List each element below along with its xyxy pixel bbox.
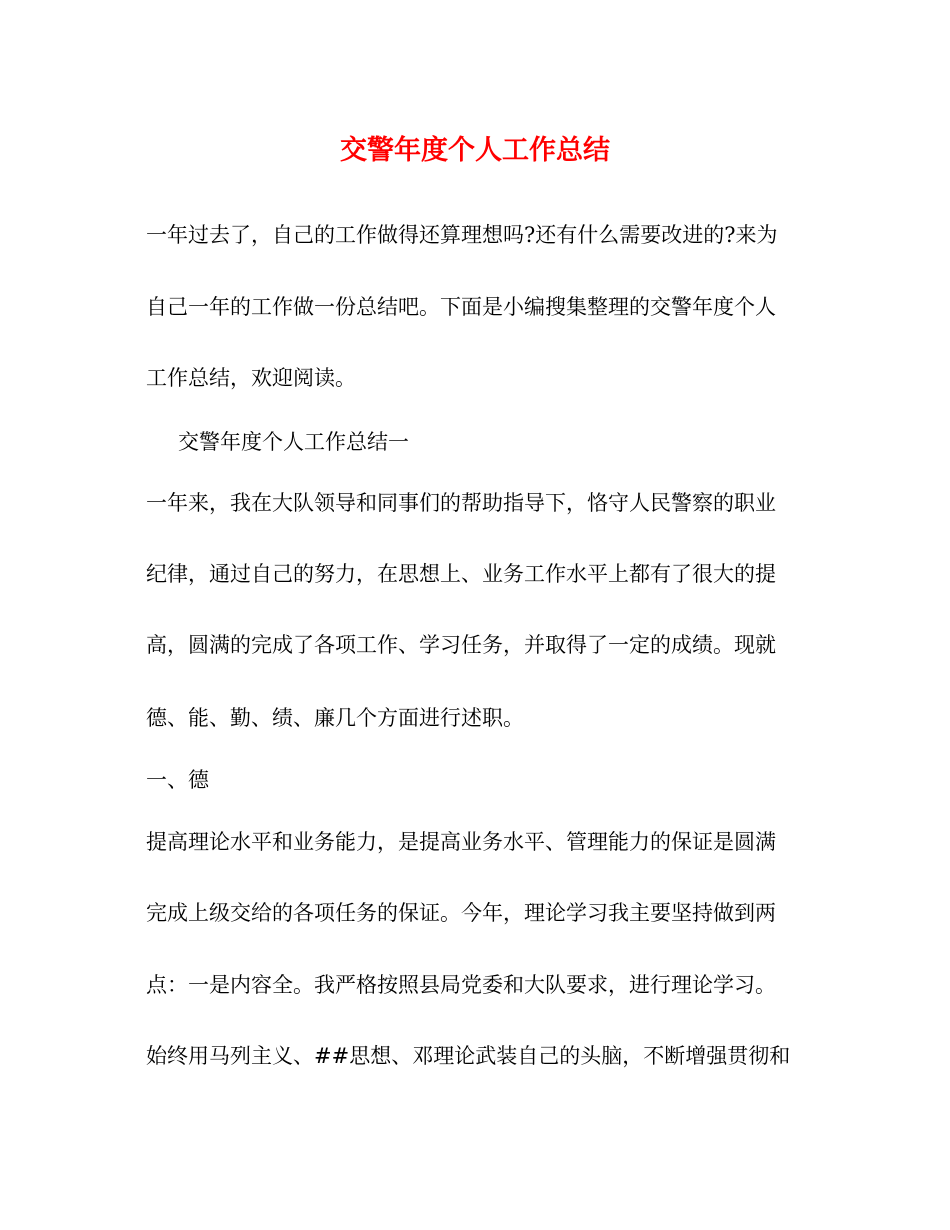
section-heading: 一、德: [146, 768, 209, 792]
paragraph-line: 点：一是内容全。我严格按照县局党委和大队要求，进行理论学习。: [146, 973, 776, 997]
document-title: 交警年度个人工作总结: [340, 135, 610, 166]
paragraph-line: 高，圆满的完成了各项工作、学习任务，并取得了一定的成绩。现就: [146, 633, 776, 657]
paragraph-line: 一年来，我在大队领导和同事们的帮助指导下，恪守人民警察的职业: [146, 491, 776, 515]
paragraph-line: 提高理论水平和业务能力，是提高业务水平、管理能力的保证是圆满: [146, 830, 776, 854]
paragraph-line: 一年过去了，自己的工作做得还算理想吗?还有什么需要改进的?来为: [146, 223, 778, 247]
paragraph-line: 纪律，通过自己的努力，在思想上、业务工作水平上都有了很大的提: [146, 562, 776, 586]
paragraph-line: 始终用马列主义、##思想、邓理论武装自己的头脑，不断增强贯彻和: [146, 1044, 791, 1068]
paragraph-line: 完成上级交给的各项任务的保证。今年，理论学习我主要坚持做到两: [146, 901, 776, 925]
paragraph-line: 自己一年的工作做一份总结吧。下面是小编搜集整理的交警年度个人: [146, 295, 776, 319]
section-heading: 交警年度个人工作总结一: [178, 430, 409, 454]
paragraph-line: 工作总结，欢迎阅读。: [146, 366, 356, 390]
paragraph-line: 德、能、勤、绩、廉几个方面进行述职。: [146, 706, 524, 730]
